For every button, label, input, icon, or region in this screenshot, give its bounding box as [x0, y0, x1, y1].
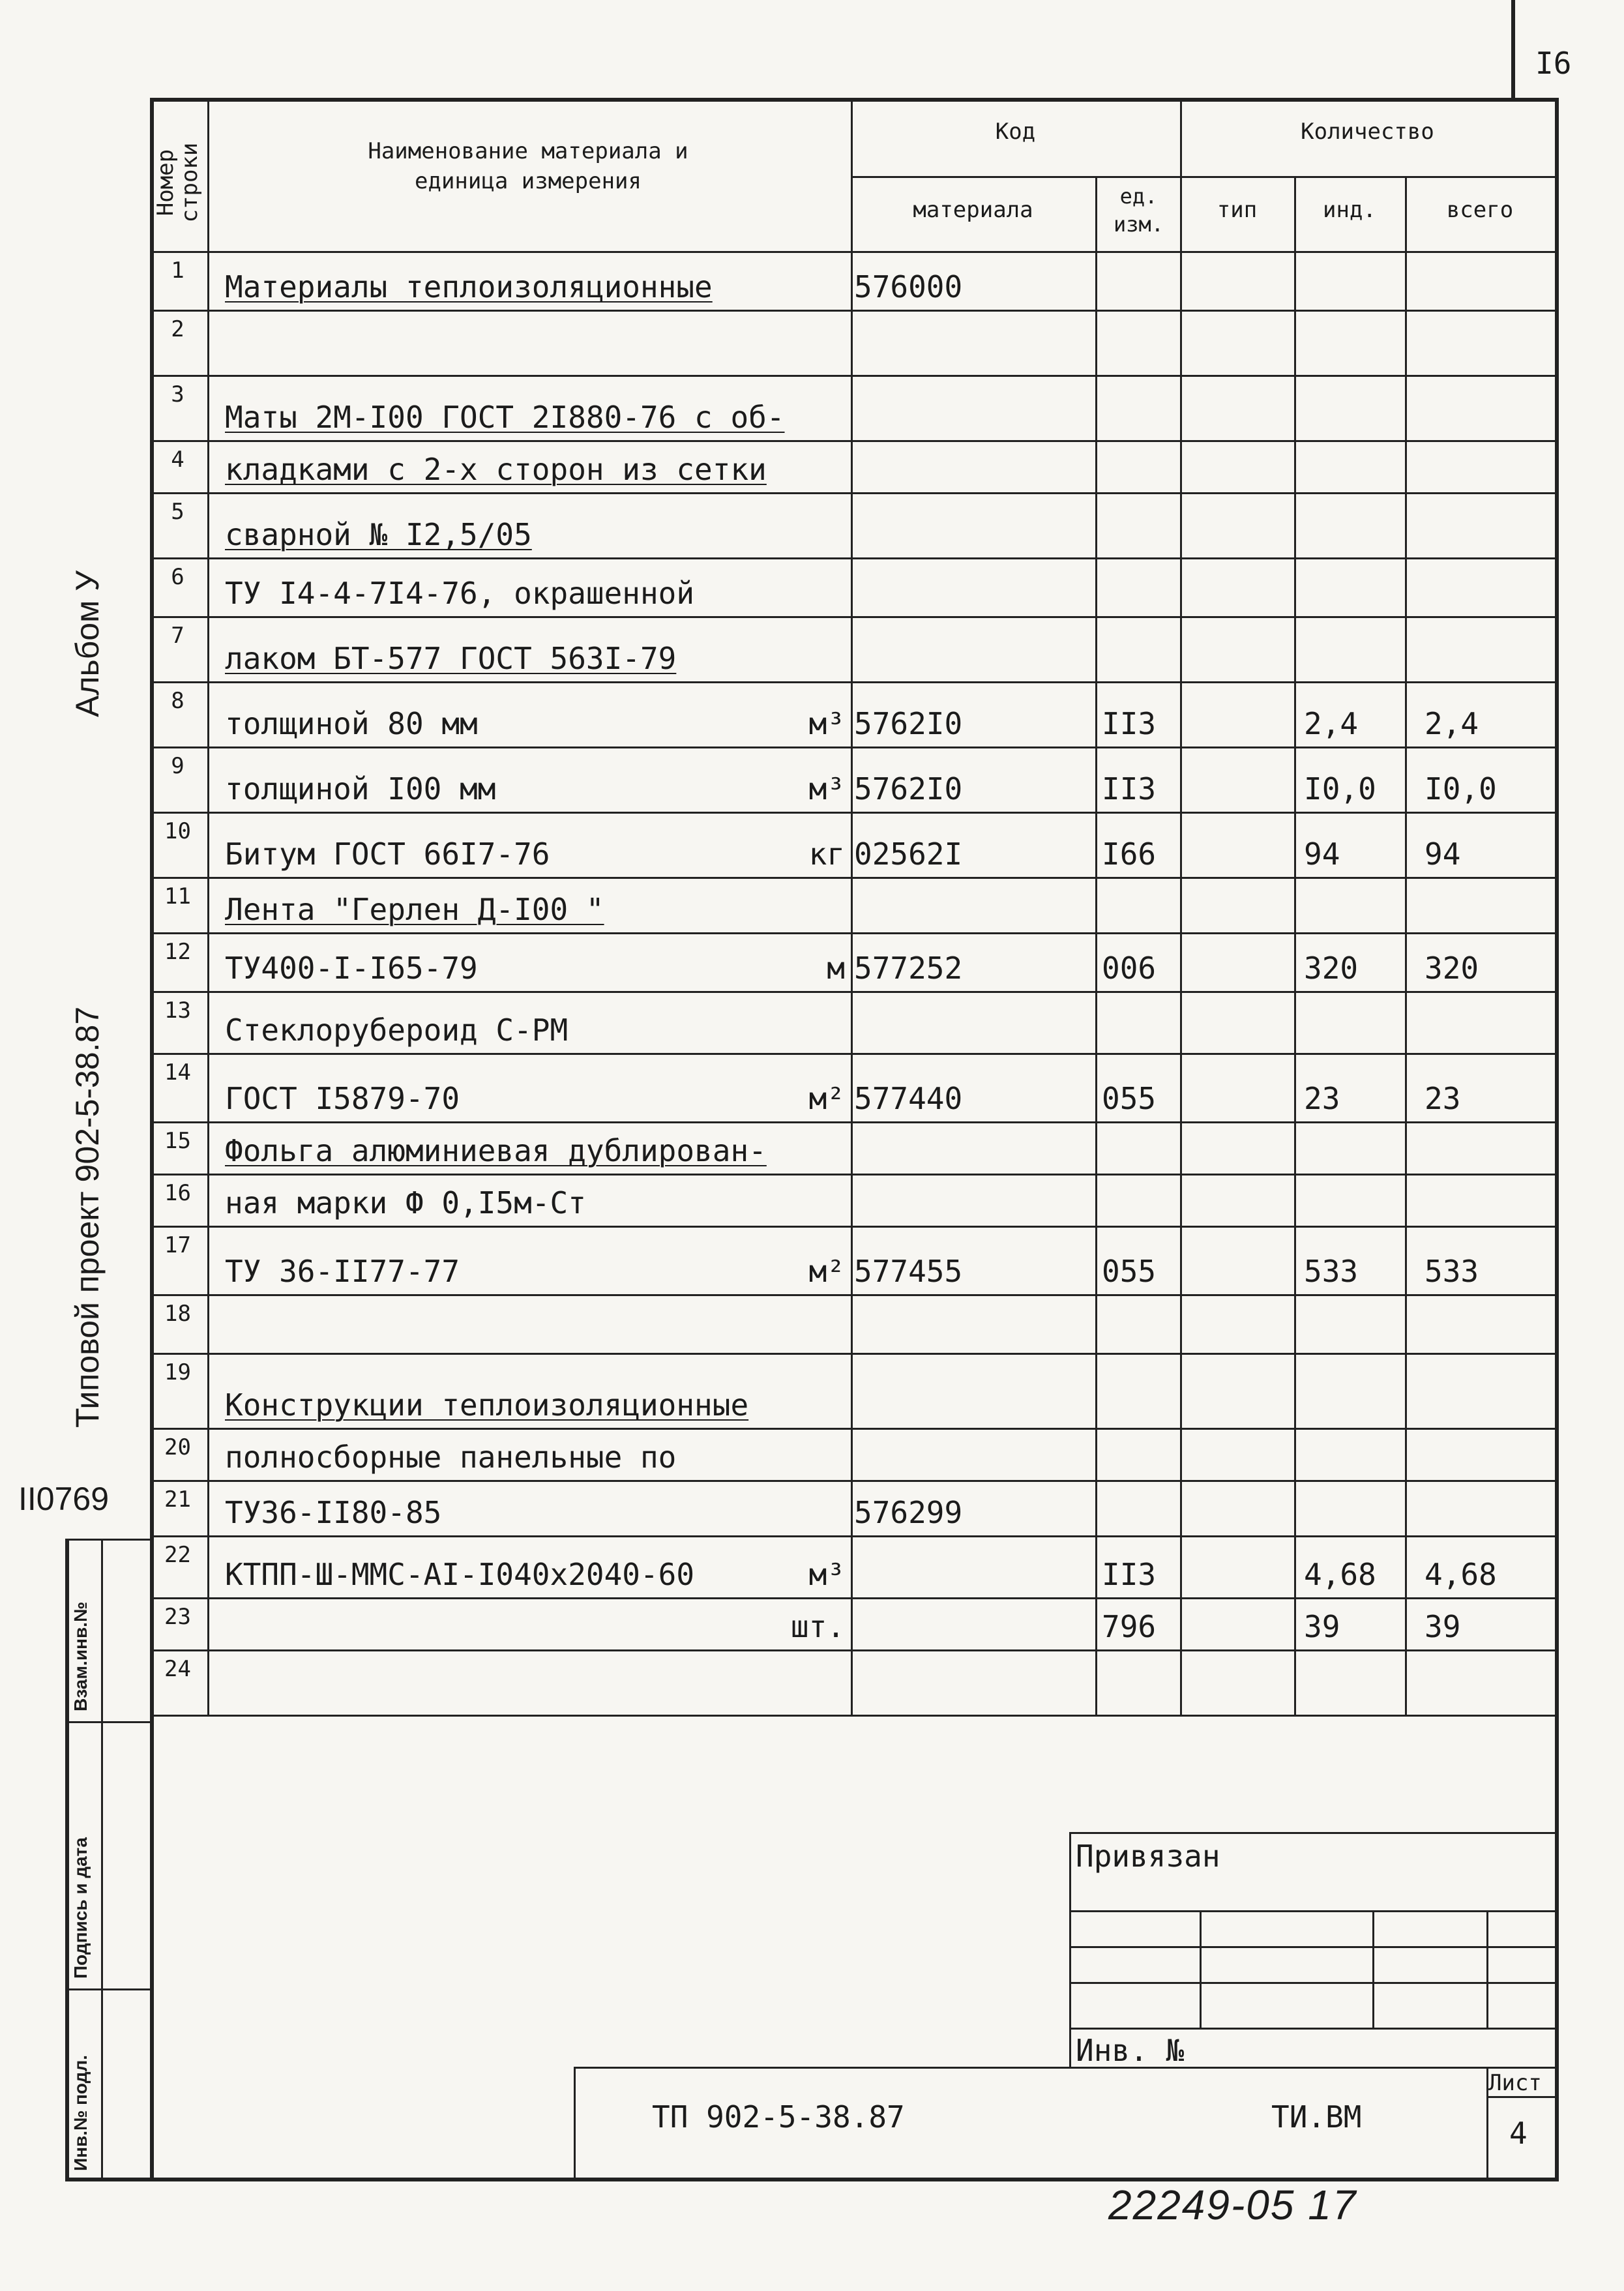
row-divider: [150, 1715, 1555, 1717]
qty-total: 23: [1425, 1081, 1461, 1116]
qty-total: 39: [1425, 1609, 1461, 1644]
row-number: 19: [164, 1359, 191, 1385]
material-code: 577455: [854, 1254, 963, 1289]
material-code: 576000: [854, 269, 963, 304]
material-name: Фольга алюминиевая дублирован-: [225, 1133, 767, 1168]
material-name: ТУ400-I-I65-79: [225, 951, 478, 986]
unit-of-measure: м³: [808, 706, 845, 741]
header-qty-type: тип: [1217, 197, 1258, 223]
title-block-col: [1486, 1910, 1488, 2028]
album-label: Альбом У: [69, 570, 106, 717]
qty-individual: 23: [1304, 1081, 1340, 1116]
row-number: 18: [164, 1301, 191, 1327]
row-number: 20: [164, 1434, 191, 1460]
qty-individual: 320: [1304, 951, 1359, 986]
row-divider: [150, 1226, 1555, 1228]
stamp-replace-inv: Взам.инв.№: [70, 1601, 91, 1711]
title-block-col: [1372, 1910, 1374, 2028]
col-divider: [1180, 98, 1182, 1715]
header-name: Наименование материала и единица измерения: [368, 138, 688, 194]
row-number: 13: [164, 998, 191, 1024]
row-number: 17: [164, 1232, 191, 1258]
title-block-col: [1200, 1910, 1202, 2028]
material-name: Маты 2М-I00 ГОСТ 2I880-76 с об-: [225, 400, 785, 435]
row-number: 3: [171, 381, 185, 407]
col-divider: [1095, 176, 1097, 1715]
unit-code: II3: [1102, 771, 1157, 806]
material-code: 5762I0: [854, 706, 963, 741]
stamp-divider: [65, 1721, 150, 1723]
title-block-row: [1069, 1910, 1555, 1912]
material-name: ТУ I4-4-7I4-76, окрашенной: [225, 576, 695, 611]
qty-individual: 2,4: [1304, 706, 1359, 741]
unit-of-measure: м²: [808, 1081, 845, 1116]
row-divider: [150, 557, 1555, 559]
material-name: ГОСТ I5879-70: [225, 1081, 460, 1116]
row-number: 12: [164, 939, 191, 965]
unit-of-measure: м³: [808, 1557, 845, 1592]
qty-total: I0,0: [1425, 771, 1497, 806]
header-bottom: [150, 251, 1555, 253]
header-code-material: материала: [913, 197, 1033, 223]
row-divider: [150, 877, 1555, 879]
qty-total: 533: [1425, 1254, 1479, 1289]
title-block-top: [1069, 1832, 1555, 1834]
col-divider: [1294, 176, 1296, 1715]
row-divider: [150, 1597, 1555, 1599]
header-qty-ind: инд.: [1323, 197, 1376, 223]
material-name: Конструкции теплоизоляционные: [225, 1387, 749, 1423]
document-code: ТП 902-5-38.87: [652, 2099, 905, 2135]
sheet-label: Лист: [1488, 2070, 1542, 2096]
row-number: 24: [164, 1656, 191, 1682]
row-divider: [150, 991, 1555, 993]
row-divider: [150, 812, 1555, 814]
unit-of-measure: м: [827, 951, 845, 986]
row-number: 6: [171, 564, 185, 590]
row-divider: [150, 1535, 1555, 1537]
unit-code: 796: [1102, 1609, 1157, 1644]
row-divider: [150, 1353, 1555, 1355]
material-name: Битум ГОСТ 66I7-76: [225, 836, 550, 872]
document-mark: ТИ.ВМ: [1271, 2099, 1362, 2135]
row-number: 5: [171, 499, 185, 525]
stamp-signature-date: Подпись и дата: [70, 1837, 91, 1979]
qty-individual: 39: [1304, 1609, 1340, 1644]
header-row-number: Номер строки: [153, 142, 203, 223]
material-code: 5762I0: [854, 771, 963, 806]
row-divider: [150, 746, 1555, 748]
qty-individual: 94: [1304, 836, 1340, 872]
row-number: 9: [171, 753, 185, 779]
stamp-divider: [65, 1988, 150, 1990]
material-code: 02562I: [854, 836, 963, 872]
qty-individual: 533: [1304, 1254, 1359, 1289]
main-inscription-left: [574, 2067, 576, 2178]
linked-label: Привязан: [1076, 1839, 1220, 1874]
row-number: 10: [164, 818, 191, 844]
material-name: лаком БТ-577 ГОСТ 563I-79: [225, 641, 677, 676]
sheet-value: 4: [1509, 2116, 1528, 2151]
row-divider: [150, 616, 1555, 618]
material-code: 577252: [854, 951, 963, 986]
row-number: 21: [164, 1486, 191, 1513]
stamp-divider: [65, 1539, 150, 1541]
material-code: 577440: [854, 1081, 963, 1116]
unit-code: I66: [1102, 836, 1157, 872]
unit-of-measure: кг: [808, 836, 845, 872]
frame-top-border: [150, 98, 1559, 102]
row-number: 22: [164, 1542, 191, 1568]
row-number: 4: [171, 447, 185, 473]
main-inscription-top: [574, 2067, 1555, 2069]
unit-code: 055: [1102, 1081, 1157, 1116]
header-quantity: Количество: [1301, 119, 1434, 145]
row-divider: [150, 1649, 1555, 1651]
row-number: 15: [164, 1128, 191, 1154]
project-label: Типовой проект 902-5-38.87: [69, 1006, 106, 1428]
qty-total: 94: [1425, 836, 1461, 872]
col-divider: [851, 98, 853, 1715]
row-number: 16: [164, 1180, 191, 1206]
title-block-row: [1069, 2028, 1555, 2030]
stamp-original-inv: Инв.№ подл.: [70, 2054, 91, 2171]
title-block-row: [1069, 1946, 1555, 1948]
inv-number-label: Инв. №: [1076, 2033, 1185, 2068]
qty-total: 4,68: [1425, 1557, 1497, 1592]
qty-total: 2,4: [1425, 706, 1479, 741]
row-divider: [150, 375, 1555, 377]
footer-number: 22249-05 17: [1108, 2181, 1357, 2228]
row-divider: [150, 1480, 1555, 1482]
unit-of-measure: м³: [808, 771, 845, 806]
archive-code: II0769: [18, 1481, 110, 1517]
material-name: Лента "Герлен Д-I00 ": [225, 892, 604, 927]
row-divider: [150, 681, 1555, 683]
material-name: КТПП-Ш-ММС-АI-I040х2040-60: [225, 1557, 695, 1592]
row-divider: [150, 310, 1555, 312]
material-name: толщиной 80 мм: [225, 706, 478, 741]
header-code: Код: [995, 119, 1036, 145]
row-divider: [150, 1053, 1555, 1055]
row-number: 14: [164, 1059, 191, 1086]
stamp-outer-border: [65, 1539, 69, 2178]
row-divider: [150, 1294, 1555, 1296]
material-name: ТУ36-II80-85: [225, 1495, 442, 1530]
material-code: 576299: [854, 1495, 963, 1530]
row-number: 11: [164, 883, 191, 909]
unit-of-measure: м²: [808, 1254, 845, 1289]
row-divider: [150, 492, 1555, 494]
col-divider: [1405, 176, 1407, 1715]
title-block-row: [1069, 1982, 1555, 1984]
frame-top-tick: [1511, 0, 1515, 98]
row-number: 8: [171, 688, 185, 714]
col-divider: [207, 98, 209, 1715]
unit-of-measure: шт.: [790, 1609, 845, 1644]
material-name: ТУ 36-II77-77: [225, 1254, 460, 1289]
frame-right-border: [1555, 98, 1559, 2178]
material-name: полносборные панельные по: [225, 1440, 677, 1475]
material-name: толщиной I00 мм: [225, 771, 496, 806]
qty-individual: I0,0: [1304, 771, 1376, 806]
sheet-label-divider: [1486, 2096, 1555, 2098]
qty-total: 320: [1425, 951, 1479, 986]
unit-code: II3: [1102, 1557, 1157, 1592]
row-number: 1: [171, 258, 185, 284]
sheet-number: I6: [1535, 46, 1572, 81]
unit-code: II3: [1102, 706, 1157, 741]
material-name: сварной № I2,5/05: [225, 517, 532, 552]
qty-individual: 4,68: [1304, 1557, 1376, 1592]
header-code-unit: ед. изм.: [1113, 184, 1164, 237]
material-name: кладками с 2-х сторон из сетки: [225, 452, 767, 487]
header-sub-divider: [851, 176, 1555, 178]
unit-code: 006: [1102, 951, 1157, 986]
material-name: Стеклорубероид С-РМ: [225, 1012, 568, 1048]
row-divider: [150, 932, 1555, 934]
row-number: 23: [164, 1604, 191, 1630]
row-number: 7: [171, 623, 185, 649]
material-name: ная марки Ф 0,I5м-Ст: [225, 1185, 586, 1220]
row-number: 2: [171, 316, 185, 342]
material-name: Материалы теплоизоляционные: [225, 269, 713, 304]
row-divider: [150, 1428, 1555, 1430]
title-block-left: [1069, 1832, 1071, 2067]
row-divider: [150, 1121, 1555, 1123]
row-divider: [150, 1174, 1555, 1175]
stamp-inner-border: [101, 1539, 103, 2178]
header-qty-total: всего: [1446, 197, 1514, 223]
row-divider: [150, 440, 1555, 442]
unit-code: 055: [1102, 1254, 1157, 1289]
